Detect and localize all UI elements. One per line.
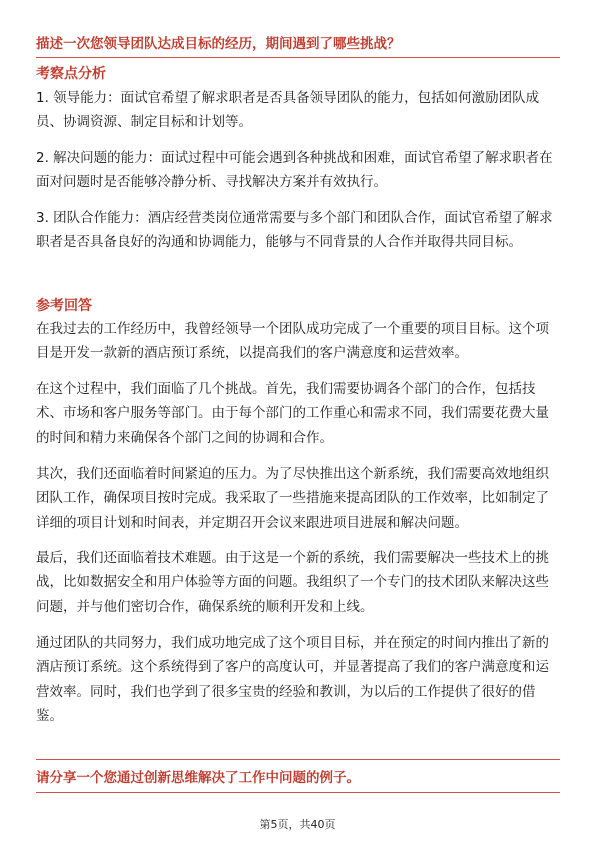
analysis-section-title: 考察点分析: [36, 66, 106, 82]
answer-paragraph: 最后，我们还面临着技术难题。由于这是一个新的系统，我们需要解决一些技术上的挑战，比如数据安全和用户体验等方面的问题。我组织了一个专门的技术团队来解决这些问题，并与他们密切合作，确保系统的顺利开发和上线。: [36, 550, 549, 615]
divider-line: [36, 57, 560, 58]
answer-paragraph: 在这个过程中，我们面临了几个挑战。首先，我们需要协调各个部门的合作，包括技术、市场和客户服务等部门。由于每个部门的工作重心和需求不同，我们需要花费大量的时间和精力来确保各个部门之间的协调和合作。: [36, 381, 549, 446]
answer-paragraph: 在我过去的工作经历中，我曾经领导一个团队成功完成了一个重要的项目目标。这个项目是开发一款新的酒店预订系统，以提高我们的客户满意度和运营效率。: [36, 321, 549, 362]
divider-line: [36, 759, 560, 760]
analysis-item: 2. 解决问题的能力：面试过程中可能会遇到各种挑战和困难，面试官希望了解求职者在面对问题时是否能够冷静分析、寻找解决方案并有效执行。: [36, 150, 553, 191]
question-heading: 描述一次您领导团队达成目标的经历，期间遇到了哪些挑战？: [36, 36, 401, 52]
answer-section-title: 参考回答: [36, 298, 92, 314]
answer-paragraph: 通过团队的共同努力，我们成功地完成了这个项目目标，并在预定的时间内推出了新的酒店预订系统。这个系统得到了客户的高度认可，并显著提高了我们的客户满意度和运营效率。同时，我们也学到了很多宝贵的经验和教训，为以后的工作提供了很好的借鉴。: [36, 635, 549, 724]
answer-paragraph: 其次，我们还面临着时间紧迫的压力。为了尽快推出这个新系统，我们需要高效地组织团队工作，确保项目按时完成。我采取了一些措施来提高团队的工作效率，比如制定了详细的项目计划和时间表，并定期召开会议来跟进项目进展和解决问题。: [36, 466, 549, 531]
page-number: 第5页，共40页: [259, 818, 336, 831]
analysis-item: 1. 领导能力：面试官希望了解求职者是否具备领导团队的能力，包括如何激励团队成员、协调资源、制定目标和计划等。: [36, 90, 540, 131]
question-heading: 请分享一个您通过创新思维解决了工作中问题的例子。: [36, 770, 360, 786]
divider-line: [36, 792, 560, 793]
analysis-item: 3. 团队合作能力：酒店经营类岗位通常需要与多个部门和团队合作，面试官希望了解求职者是否具备良好的沟通和协调能力，能够与不同背景的人合作并取得共同目标。: [36, 210, 553, 251]
